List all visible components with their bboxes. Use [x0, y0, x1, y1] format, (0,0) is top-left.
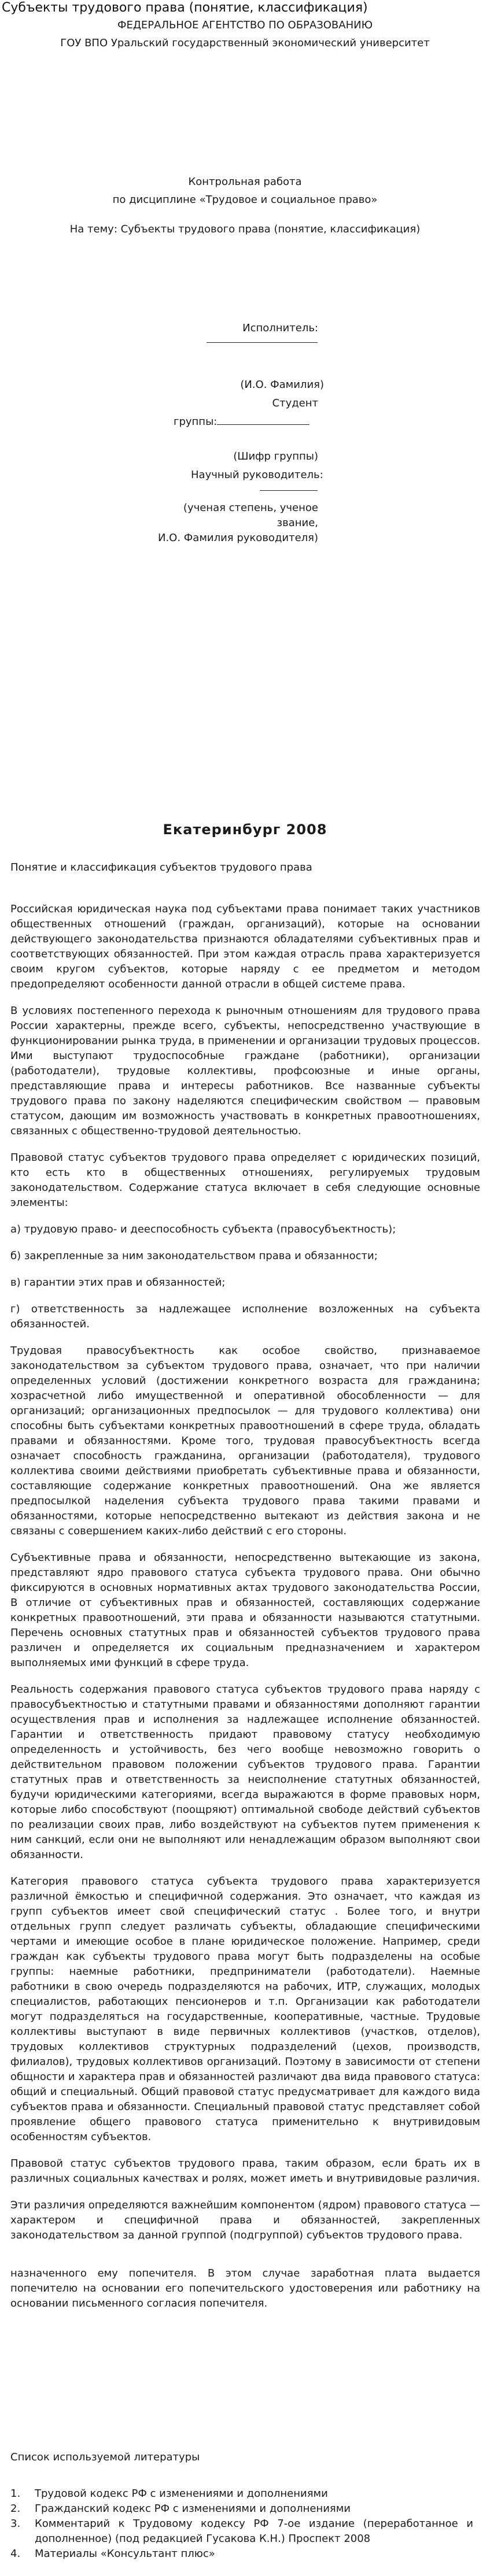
discipline: по дисциплине «Трудовое и социальное право» [112, 194, 378, 206]
literature-title: Список используемой литературы [10, 2451, 200, 2463]
paragraph: назначенного ему попечителя. В этом случае заработная плата выдается попечителю на основании его попечительского удостоверения или работнику на основании письменного согласия попечителя. [10, 2267, 480, 2309]
work-type: Контрольная работа [188, 176, 302, 188]
literature-item: 3. Комментарий к Трудовому кодексу РФ 7-ое издание (переработанное и дополненное) (под редакцией Гусакова К.Н.) Проспект 2008 [10, 2518, 473, 2545]
document-title: Субъекты трудового права (понятие, классификация) [2, 1, 368, 15]
performer-name-hint: (И.О. Фамилия) [240, 379, 324, 391]
performer-label: Исполнитель: [242, 322, 318, 334]
supervisor-signature-line [260, 490, 318, 491]
paragraph: б) закрепленные за ним законодательством права и обязанности; [10, 1250, 378, 1262]
paragraph: Эти различия определяются важнейшим компонентом (ядром) правового статуса — характером и специфичной права и обязанностей, закрепленных законодательством за данной группой (подгруппой) субъектов трудового права. [10, 2199, 480, 2241]
paragraph: Правовой статус субъектов трудового права, таким образом, если брать их в различных социальных качествах и ролях, может иметь и внутривидовые различия. [10, 2157, 480, 2185]
group-row [174, 414, 310, 429]
paragraph: Правовой статус субъектов трудового права определяет с юридических позиций, кто есть кто в общественных отношениях, регулируемых трудовым законодательством. Содержание статуса включает в себя следующие основные элементы: [10, 1152, 480, 1209]
degree-hint-line1: (ученая степень, ученое [183, 502, 318, 514]
supervisor-label: Научный руководитель: [191, 469, 323, 481]
paragraph: Российская юридическая наука под субъектами права понимает таких участников общественных отношений (граждан, организаций), которые на основании действующего законодательства признаются обладателями субъективных прав и соответствующих обязанностей. При этом каждая отрасль права характеризуется своим кругом субъектов, которые наряду с ее предметом и методом предопределяют особенности данной отрасли в общей системе права. [10, 903, 480, 990]
literature-item: 2. Гражданский кодекс РФ с изменениями и дополнениями [10, 2503, 351, 2515]
university-name: ГОУ ВПО Уральский государственный экономический университет [60, 37, 430, 49]
group-line [217, 414, 310, 425]
supervisor-name-hint: И.О. Фамилия руководителя) [158, 532, 318, 544]
document-body [10, 902, 480, 2323]
group-code-hint: (Шифр группы) [233, 450, 318, 462]
literature-item: 4. Материалы «Консультант плюс» [10, 2548, 215, 2560]
paragraph: Категория правового статуса субъекта трудового права характеризуется различной ёмкостью и специфичной содержания. Это означает, что каждая из групп субъектов имеет свой специфический статус . Более того, и внутри отдельных групп следует различать субъекты, обладающие специфическими чертами и имеющие особое в плане юридическое положение. Например, среди граждан как субъекты трудового права могут быть подразделены на особые группы: наемные работники, предприниматели (работодатели). Наемные работники в свою очередь подразделяются на рабочих, ИТР, служащих, молодых специалистов, работающих пенсионеров и т.п. Организации как работодатели могут подразделяться на государственные, кооперативные, частные. Трудовые коллективы выступают в виде первичных коллективов (участков, отделов), трудовых коллективов структурных подразделений (цехов, производств, филиалов), трудовых коллективов организаций. Поэтому в зависимости от степени общности и характера прав и обязанностей различают два вида правового статуса: общий и специальный. Общий правовой статус предусматривает для каждого вида субъектов права и обязанности. Специальный правовой статус представляет собой проявление общего правового статуса применительно к внутривидовым особенностям субъектов. [10, 1875, 480, 2143]
agency-name: ФЕДЕРАЛЬНОЕ АГЕНТСТВО ПО ОБРАЗОВАНИЮ [117, 19, 373, 31]
paragraph: Субъективные права и обязанности, непосредственно вытекающие из закона, представляют ядро правового статуса субъекта трудового права. Они обычно фиксируются в основных нормативных актах трудового законодательства России, В отличие от субъективных прав и обязанностей, составляющих содержание конкретных правоотношений, эти права и обязанности называются статутными. Перечень основных статутных прав и обязанностей субъектов трудового права различен и определяется их социальным предназначением и характером выполняемых ими функций в сфере труда. [10, 1552, 480, 1669]
paragraph: а) трудовую право- и дееспособность субъекта (правосубъектность); [10, 1223, 396, 1235]
paragraph: г) ответственность за надлежащее исполнение возложенных на субъекта обязанностей. [10, 1303, 480, 1330]
literature-item: 1. Трудовой кодекс РФ с изменениями и дополнениями [10, 2488, 328, 2500]
group-label: группы: [174, 416, 218, 428]
performer-signature-line [207, 342, 318, 343]
degree-hint-line2: звание, [277, 517, 318, 529]
paragraph: в) гарантии этих прав и обязанностей; [10, 1276, 226, 1289]
student-label: Студент [272, 397, 318, 409]
paragraph: Реальность содержания правового статуса субъектов трудового права наряду с правосубъектностью и статутными правами и обязанностями дополняют гарантии осуществления прав и исполнения за надлежащее исполнение обязанностей. Гарантии и ответственность придают правовому статусу необходимую определенность и устойчивость, без чего вообще невозможно говорить о действительном правовом положении субъектов трудового права. Гарантии статутных прав и ответственность за неисполнение статутных обязанностей, будучи юридическими категориями, всегда выражаются в форме правовых норм, которые либо способствуют (поощряют) оптимальной свободе действий субъектов по реализации своих прав, либо воздействуют на субъектов путем применения к ним санкций, если они не выполняют или ненадлежащим образом выполняют свои обязанности. [10, 1683, 480, 1861]
section-heading: Понятие и классификация субъектов трудового права [10, 861, 312, 874]
city-year: Екатеринбург 2008 [163, 821, 327, 838]
literature-list [10, 2486, 473, 2562]
work-topic: На тему: Субъекты трудового права (понятие, классификация) [69, 223, 421, 235]
paragraph: Трудовая правосубъектность как особое свойство, признаваемое законодательством за субъектом трудового права, означает, что при наличии определенных условий (достижении конкретного возраста для гражданина; хозрасчетной либо имущественной и оперативной обособленности — для организаций; организационных предпосылок — для трудового коллектива) они способны быть субъектами конкретных правоотношений в сфере труда, обладать правами и обязанностями. Кроме того, трудовая правосубъектность всегда означает способность гражданина, организации (работодателя), трудового коллектива своими действиями приобретать субъективные права и обязанности, составляющие содержание конкретных правоотношений. Она же является предпосылкой наделения субъекта трудового права такими правами и обязанностями, которые непосредственно вытекают из действия закона и не связаны с совершением каких-либо действий с его стороны. [10, 1345, 480, 1537]
paragraph: В условиях постепенного перехода к рыночным отношениям для трудового права России характерны, прежде всего, субъекты, непосредственно участвующие в функционировании рынка труда, в применении и организации трудовых процессов. Ими выступают трудоспособные граждане (работники), организации (работодатели), трудовые коллективы, профсоюзные и иные органы, представляющие права и интересы работников. Все названные субъекты трудового права по закону наделяются специфическим свойством — правовым статусом, дающим им возможность участвовать в конкретных правоотношениях, связанных с общественно-трудовой деятельностью. [10, 1005, 480, 1137]
